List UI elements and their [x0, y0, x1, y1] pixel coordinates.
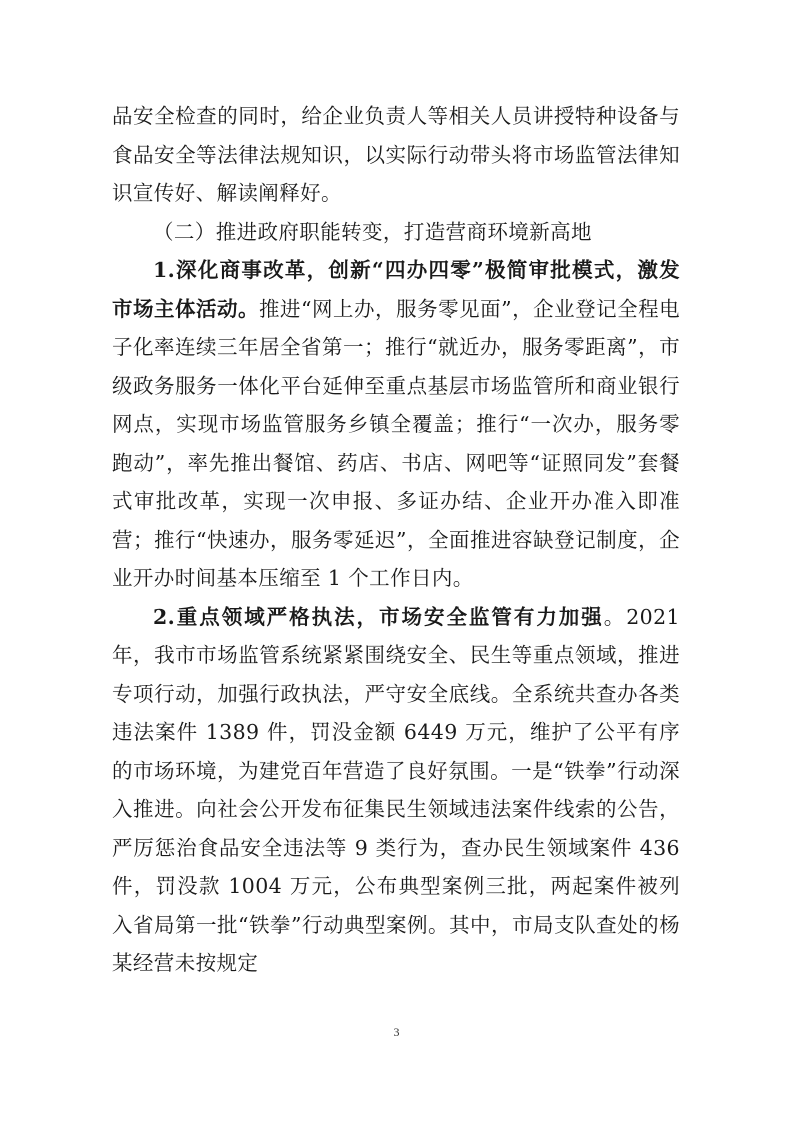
paragraph-continued: 品安全检查的同时，给企业负责人等相关人员讲授特种设备与食品安全等法律法规知识，以实际行动带头将市场监管法律知识宣传好、解读阐释好。 — [112, 104, 680, 205]
paragraph-heading-law-enforcement: 2.重点领域严格执法，市场安全监管有力加强 — [153, 604, 604, 629]
section-heading: （二）推进政府职能转变，打造营商环境新高地 — [153, 219, 592, 244]
paragraph-body-law-enforcement: 。2021 年，我市市场监管系统紧紧围绕安全、民生等重点领域，推进专项行动，加强行政执法，严守安全底线。全系统共查办各类违法案件 1389 件，罚没金额 6449 万元，维护了公平有序的市场环境，为建党百年营造了良好氛围。一是“铁拳”行动深入推进。向社会公开发布征集民生领域违法案件线索的公告，严厉惩治食品安全违法等 9 类行为，查办民生领域案件 436 件，罚没款 1004 万元，公布典型案例三批，两起案件被列入省局第一批“铁拳”行动典型案例。其中，市局支队查处的杨某经营未按规定 — [112, 604, 680, 975]
page-number: 3 — [393, 1025, 400, 1039]
paragraph-commercial-reform — [112, 251, 680, 598]
document-page — [112, 97, 680, 983]
paragraph-heading-commercial-reform: 1.深化商事改革，创新“四办四零”极简审批模式，激发市场主体活动。 — [112, 258, 680, 321]
paragraph-body-commercial-reform: 推进“网上办，服务零见面”，企业登记全程电子化率连续三年居全省第一；推行“就近办，服务零距离”，市级政务服务一体化平台延伸至重点基层市场监管所和商业银行网点，实现市场监管服务乡镇全覆盖；推行“一次办，服务零跑动”，率先推出餐馆、药店、书店、网吧等“证照同发”套餐式审批改革，实现一次申报、多证办结、企业开办准入即准营；推行“快速办，服务零延迟”，全面推进容缺登记制度，企业开办时间基本压缩至 1 个工作日内。 — [112, 296, 681, 590]
paragraph-law-enforcement — [112, 598, 680, 983]
